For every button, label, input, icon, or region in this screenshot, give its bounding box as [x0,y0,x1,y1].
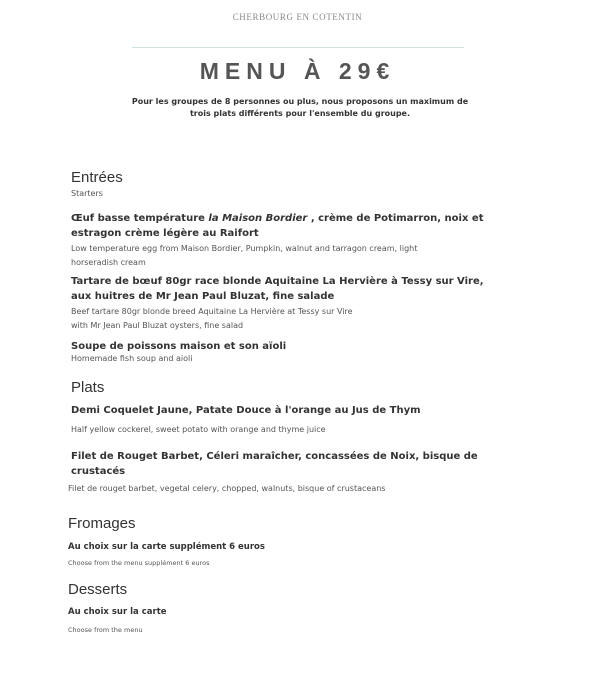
page-title: MENU À 29€ [199,58,396,84]
translation-line: Low temperature egg from Maison Bordier, Pumpkin, walnut and tarragon cream, light [71,244,418,253]
section-title-entrees: Entrées [71,169,123,186]
section-title-fromages: Fromages [68,515,136,532]
dish-name-line: crustacés [71,466,126,477]
dish-name-text: Œuf basse température [71,213,209,224]
translation-line: Beef tartare 80gr blonde breed Aquitaine La Hervière at Tessy sur Vire [71,307,353,316]
dish-tartare-name [71,274,484,304]
header-divider [132,47,464,48]
intro-text [120,96,480,120]
dish-oeuf-name [71,211,483,241]
dish-tartare-translation [71,305,353,333]
dish-name-italic: la Maison Bordier [208,213,308,224]
translation-line: horseradish cream [71,258,146,267]
translation-line: with Mr Jean Paul Bluzat oysters, fine salad [71,321,244,330]
fromages-choice: Au choix sur la carte supplément 6 euros [68,542,265,552]
dish-rouget-translation: Filet de rouget barbet, vegetal celery, chopped, walnuts, bisque of crustaceans [68,484,386,493]
section-subtitle-starters: Starters [71,189,103,198]
dish-soupe-name: Soupe de poissons maison et son aïoli [71,341,287,352]
section-title-plats: Plats [71,379,105,396]
dish-name-line: Filet de Rouget Barbet, Céleri maraîcher, concassées de Noix, bisque de [71,451,478,462]
desserts-translation: Choose from the menu [68,626,143,634]
intro-line-2: trois plats différents pour l'ensemble du groupe. [189,109,411,118]
dish-rouget-name [71,449,478,479]
dish-coquelet-translation: Half yellow cockerel, sweet potato with orange and thyme juice [71,425,326,434]
dish-name-text: , crème de Potimarron, noix et [307,213,484,224]
dish-soupe-translation: Homemade fish soup and aioli [71,354,193,363]
desserts-choice: Au choix sur la carte [68,607,167,617]
dish-oeuf-translation [71,242,417,270]
intro-line-1: Pour les groupes de 8 personnes ou plus, nous proposons un maximum de [131,97,469,106]
section-title-desserts: Desserts [68,581,128,598]
dish-coquelet-name: Demi Coquelet Jaune, Patate Douce à l'orange au Jus de Thym [71,405,421,416]
dish-name-line: estragon crème légère au Raifort [71,228,259,239]
fromages-translation: Choose from the menu supplément 6 euros [68,559,210,567]
dish-name-line: Tartare de bœuf 80gr race blonde Aquitaine La Hervière à Tessy sur Vire, [71,276,484,287]
dish-name-line [71,211,483,226]
brand-name: CHERBOURG EN COTENTIN [232,12,363,22]
dish-name-line: aux huitres de Mr Jean Paul Bluzat, fine salade [71,291,335,302]
